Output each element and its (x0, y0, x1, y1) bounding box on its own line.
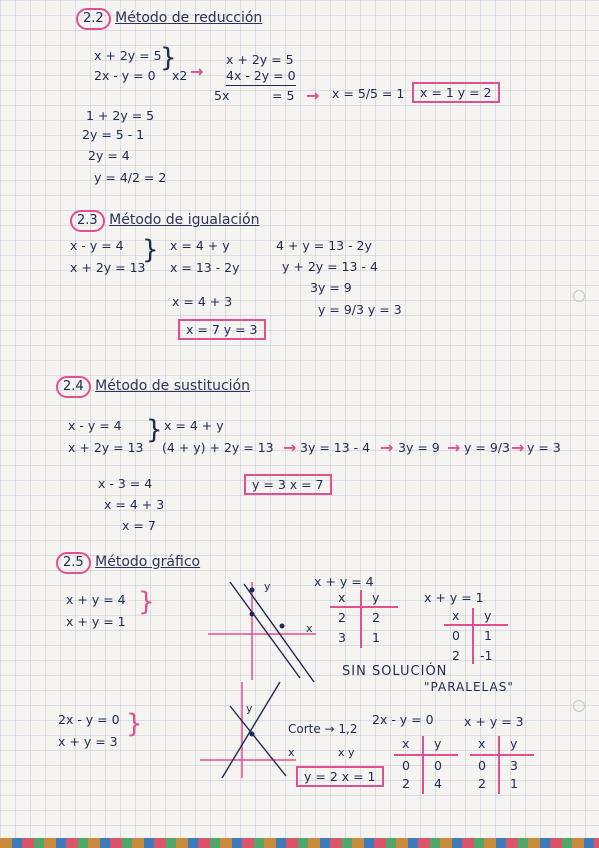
section-2-5-header (56, 552, 200, 574)
line-x-plus-y-1 (244, 584, 314, 682)
section-title: Método de reducción (115, 10, 263, 26)
table-header: x (478, 736, 486, 751)
arrow-icon: → (283, 438, 297, 457)
table-header: y (434, 736, 442, 751)
sum-left: 5x (214, 88, 230, 103)
point (250, 612, 255, 617)
table-header: y (510, 736, 518, 751)
table-cell: 2 (372, 610, 380, 625)
step: 2y = 5 - 1 (82, 127, 145, 142)
no-solution-label: SIN SOLUCIÓN (342, 664, 448, 679)
equation: x - y = 4 (70, 238, 124, 253)
parallel-label: "PARALELAS" (424, 680, 514, 694)
point (280, 624, 285, 629)
brace: } (146, 415, 163, 445)
sum-right: = 5 (272, 88, 295, 103)
table-cell: 1 (372, 630, 380, 645)
step: y = 4/2 = 2 (94, 170, 167, 185)
value-table (470, 736, 534, 794)
step: 2y = 4 (88, 148, 130, 163)
table-cell: 2 (452, 648, 460, 663)
step: 3y = 9 (310, 280, 352, 295)
step: (4 + y) + 2y = 13 (162, 440, 274, 455)
section-number: 2.3 (70, 210, 105, 232)
section-title: Método gráfico (95, 554, 201, 570)
x-calc: x = 5/5 = 1 (332, 86, 405, 101)
section-number: 2.5 (56, 552, 91, 574)
step: y = 3 (527, 440, 561, 455)
result-box: y = 3 x = 7 (244, 474, 332, 495)
table-title: x + y = 1 (424, 590, 484, 605)
intersection-xy: x y (338, 746, 355, 759)
table-cell: 0 (478, 758, 486, 773)
section-2-4-header (56, 376, 250, 398)
equation: x + 2y = 13 (68, 440, 144, 455)
equation: x - y = 4 (68, 418, 122, 433)
x-axis-label: x (288, 746, 295, 759)
table-cell: 2 (402, 776, 410, 791)
table-cell: 0 (434, 758, 442, 773)
brace: } (138, 587, 155, 617)
table-header: y (484, 608, 492, 623)
table-cell: 4 (434, 776, 442, 791)
graph-intersecting-lines (196, 678, 300, 782)
table-cell: -1 (480, 648, 493, 663)
table-cell: 1 (484, 628, 492, 643)
intersection-label: Corte → 1,2 (288, 722, 358, 736)
table-header: x (338, 590, 346, 605)
table-cell: 0 (452, 628, 460, 643)
table-cell: 3 (510, 758, 518, 773)
line-x-plus-y-4 (230, 582, 300, 678)
table-title: x + y = 3 (464, 714, 524, 729)
equation: x + y = 1 (66, 614, 126, 629)
table-header: y (372, 590, 380, 605)
binder-hole (573, 700, 585, 712)
section-title: Método de sustitución (95, 378, 250, 394)
table-cell: 0 (402, 758, 410, 773)
intersection-point (250, 732, 255, 737)
line-2x-minus-y-0 (222, 682, 280, 778)
equation: x = 4 + y (170, 238, 230, 253)
step: 3y = 9 (398, 440, 440, 455)
step: y + 2y = 13 - 4 (282, 259, 378, 274)
y-axis-label: y (246, 702, 253, 715)
arrow-icon: → (447, 438, 461, 457)
arrow-icon: → (380, 438, 394, 457)
arrow-icon: → (306, 86, 320, 105)
binder-hole (573, 290, 585, 302)
equation: x = 13 - 2y (170, 260, 240, 275)
equation: x = 4 + y (164, 418, 224, 433)
table-title: 2x - y = 0 (372, 712, 434, 727)
brace: } (142, 235, 159, 265)
equation: 2x - y = 0 (94, 68, 156, 83)
section-2-3-header (70, 210, 259, 232)
table-cell: 1 (510, 776, 518, 791)
table-header: x (452, 608, 460, 623)
section-number: 2.4 (56, 376, 91, 398)
table-cell: 2 (338, 610, 346, 625)
table-cell: 3 (338, 630, 346, 645)
brace: } (126, 709, 143, 739)
equation: x + 2y = 5 (226, 52, 294, 67)
step: 4 + y = 13 - 2y (276, 238, 372, 253)
step: x - 3 = 4 (98, 476, 153, 491)
step: 1 + 2y = 5 (86, 108, 155, 123)
equation: x + 2y = 13 (70, 260, 146, 275)
result-box: x = 1 y = 2 (412, 82, 500, 103)
result-box: x = 7 y = 3 (178, 319, 266, 340)
step: y = 9/3 (464, 440, 510, 455)
brace: } (160, 43, 177, 73)
point (250, 588, 255, 593)
multiplier: x2 (172, 68, 188, 83)
table-cell: 2 (478, 776, 486, 791)
arrow-icon: → (511, 438, 525, 457)
equation: 4x - 2y = 0 (226, 68, 296, 86)
equation: 2x - y = 0 (58, 712, 120, 727)
value-table (444, 608, 508, 666)
table-header: x (402, 736, 410, 751)
value-table (394, 736, 458, 794)
step: 3y = 13 - 4 (300, 440, 371, 455)
step: x = 4 + 3 (104, 497, 165, 512)
step: y = 9/3 y = 3 (318, 302, 402, 317)
equation: x + 2y = 5 (94, 48, 162, 63)
section-number: 2.2 (76, 8, 111, 30)
y-axis-label: y (264, 580, 271, 593)
section-2-2-header (76, 8, 262, 30)
x-axis-label: x (306, 622, 313, 635)
step: x = 7 (122, 518, 156, 533)
value-table (330, 590, 398, 650)
graph-parallel-lines (200, 578, 322, 684)
table-title: x + y = 4 (314, 574, 374, 589)
line-x-plus-y-3 (230, 706, 286, 776)
equation: x = 4 + 3 (172, 294, 233, 309)
section-title: Método de igualación (109, 212, 260, 228)
equation: x + y = 4 (66, 592, 126, 607)
arrow-icon: → (190, 62, 204, 81)
result-box: y = 2 x = 1 (296, 766, 384, 787)
fabric-edge (0, 838, 599, 848)
equation: x + y = 3 (58, 734, 118, 749)
